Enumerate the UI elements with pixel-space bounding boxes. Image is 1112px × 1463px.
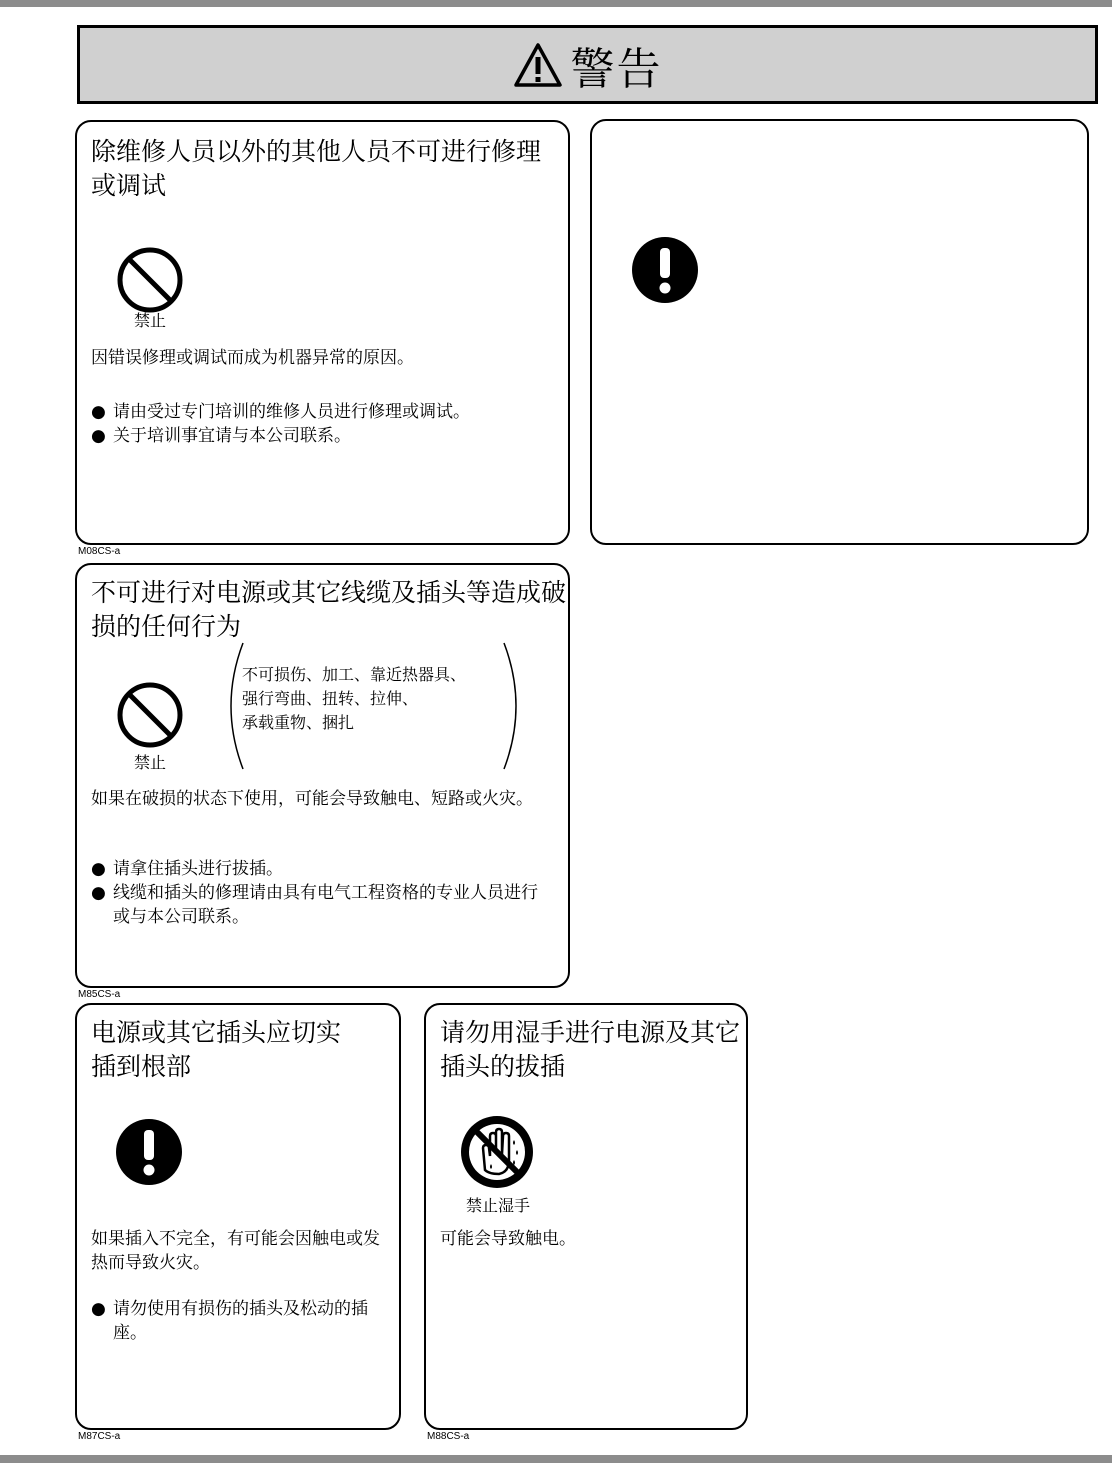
mandatory-action-icon	[114, 1117, 184, 1187]
bullet-list	[91, 1297, 391, 1345]
list-item: ● 请拿住插头进行拔插。	[91, 857, 541, 881]
symbol-label: 禁止	[133, 753, 166, 772]
warning-card-cable-damage	[75, 563, 570, 988]
warning-card-mandatory	[590, 119, 1089, 545]
prohibition-icon	[115, 245, 185, 315]
card-heading: 除维修人员以外的其他人员不可进行修理或调试	[91, 137, 542, 200]
reason-text: 因错误修理或调试而成为机器异常的原因。	[91, 348, 414, 368]
warning-triangle-icon	[513, 42, 563, 88]
warning-card-repair	[75, 120, 570, 545]
reason-text: 可能会导致触电。	[440, 1229, 576, 1249]
card-heading: 电源或其它插头应切实插到根部	[91, 1018, 342, 1081]
warning-card-plug-insertion	[75, 1003, 401, 1430]
prohibited-actions-line: 不可损伤、加工、靠近热器具、	[242, 665, 467, 684]
card-heading: 请勿用湿手进行电源及其它插头的拔插	[440, 1018, 741, 1081]
prohibited-actions	[242, 663, 507, 735]
reason-text: 如果插入不完全，有可能会因触电或发热而导致火灾。	[91, 1229, 380, 1273]
top-rule	[0, 0, 1112, 7]
list-item: ● 线缆和插头的修理请由具有电气工程资格的专业人员进行或与本公司联系。	[91, 881, 541, 929]
bullet-list	[91, 857, 541, 929]
symbol-label: 禁止	[133, 311, 166, 330]
no-wet-hands-icon	[459, 1114, 535, 1190]
banner-title: 警告	[570, 43, 663, 95]
list-item: ● 请由受过专门培训的维修人员进行修理或调试。	[91, 400, 566, 424]
symbol-label: 禁止湿手	[465, 1196, 530, 1215]
warning-card-wet-hands	[424, 1003, 748, 1430]
list-item: ● 请勿使用有损伤的插头及松动的插座。	[91, 1297, 391, 1345]
reason-text: 如果在破损的状态下使用，可能会导致触电、短路或火灾。	[91, 789, 533, 809]
mandatory-action-icon	[630, 235, 700, 305]
document-code: M87CS-a	[78, 1431, 121, 1442]
bullet-list	[91, 400, 566, 448]
prohibited-actions-line: 强行弯曲、扭转、拉伸、	[242, 689, 419, 708]
card-heading: 不可进行对电源或其它线缆及插头等造成破损的任何行为	[91, 578, 567, 641]
list-item: ● 关于培训事宜请与本公司联系。	[91, 424, 566, 448]
bottom-rule	[0, 1455, 1112, 1463]
prohibition-icon	[115, 680, 185, 750]
document-code: M88CS-a	[427, 1431, 470, 1442]
warning-banner	[77, 25, 1098, 104]
document-code: M85CS-a	[78, 989, 121, 1000]
document-code: M08CS-a	[78, 546, 121, 557]
prohibited-actions-line: 承载重物、捆扎	[242, 713, 355, 732]
